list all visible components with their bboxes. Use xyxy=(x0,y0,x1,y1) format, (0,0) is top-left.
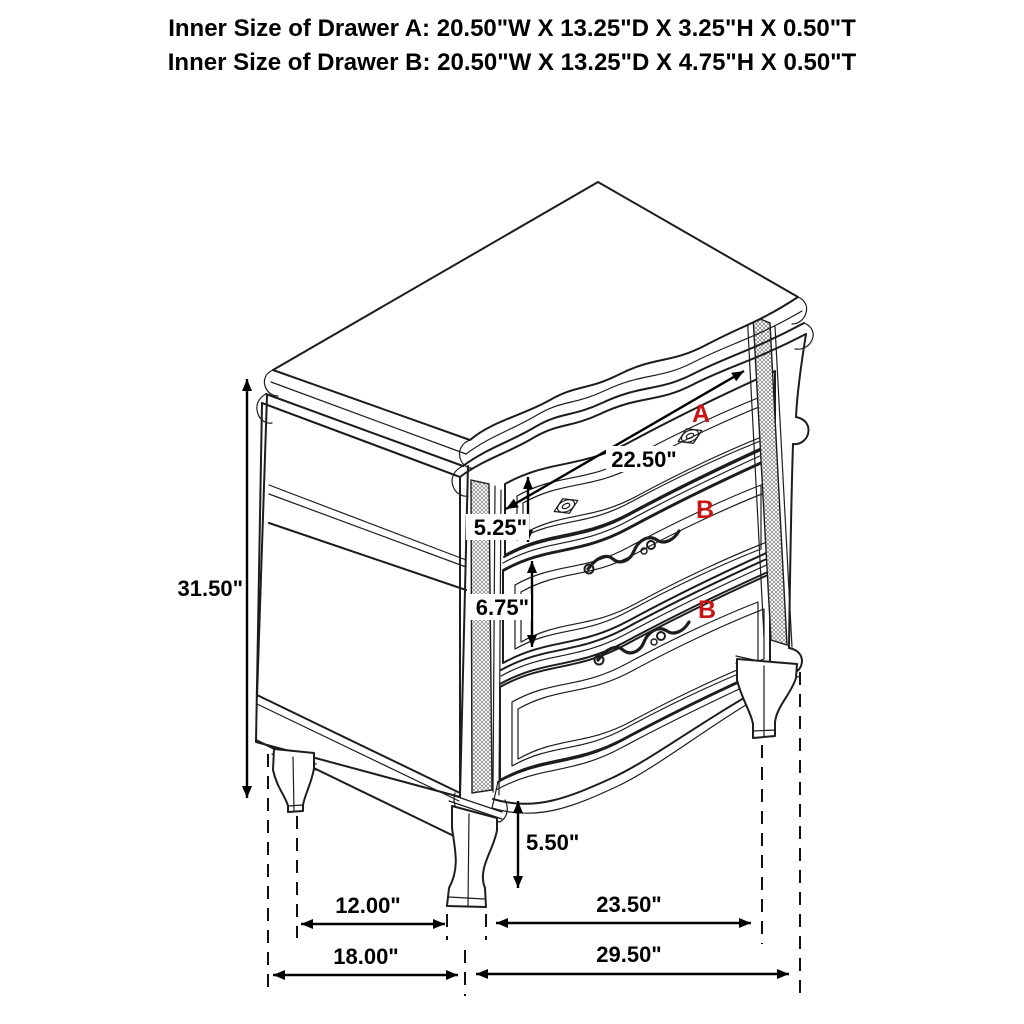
drawer-front-face xyxy=(492,371,788,813)
corner-pilaster-right xyxy=(747,311,809,675)
drawer-divider-band-2 xyxy=(500,557,771,684)
drawer-a-inner-size: Inner Size of Drawer A: 20.50"W X 13.25"D X 3.25"H X 0.50"T xyxy=(168,15,856,42)
drawer-b-middle-handle xyxy=(585,531,680,574)
dim-label-overall-width: 29.50" xyxy=(596,942,662,967)
dim-label-overall-depth: 18.00" xyxy=(333,944,399,969)
dim-label-side-leg-span: 12.00" xyxy=(335,893,401,918)
front-left-leg xyxy=(447,794,502,907)
drawer-b-bottom-handle xyxy=(595,622,690,665)
drawer-b-inner-size: Inner Size of Drawer B: 20.50"W X 13.25"D X 4.75"H X 0.50"T xyxy=(167,49,857,76)
dimension-side-leg-span xyxy=(301,893,445,924)
dim-label-overall-height: 31.50" xyxy=(177,576,243,601)
drawer-a-knob-left xyxy=(551,493,581,518)
nightstand xyxy=(256,182,813,907)
dim-label-drawer-b-height: 6.75" xyxy=(475,595,529,620)
dim-label-front-leg-span: 23.50" xyxy=(596,892,662,917)
drawer-b-bottom xyxy=(500,574,770,780)
dimension-front-leg-span xyxy=(496,892,751,923)
front-right-leg xyxy=(736,656,799,738)
drawer-letter-b-bottom: B xyxy=(697,596,717,624)
dimension-overall-width xyxy=(476,942,789,974)
dim-label-drawer-a-height: 5.25" xyxy=(473,515,527,540)
drawer-letter-b-middle: B xyxy=(695,496,715,524)
dimension-leg-height xyxy=(518,801,587,888)
back-left-leg xyxy=(272,748,316,812)
dim-label-drawer-width: 22.50" xyxy=(611,447,677,472)
dim-label-leg-height: 5.50" xyxy=(526,830,580,855)
dimension-overall-depth xyxy=(273,944,458,975)
drawer-letter-a: A xyxy=(691,400,711,428)
dimension-overall-height xyxy=(178,379,247,798)
